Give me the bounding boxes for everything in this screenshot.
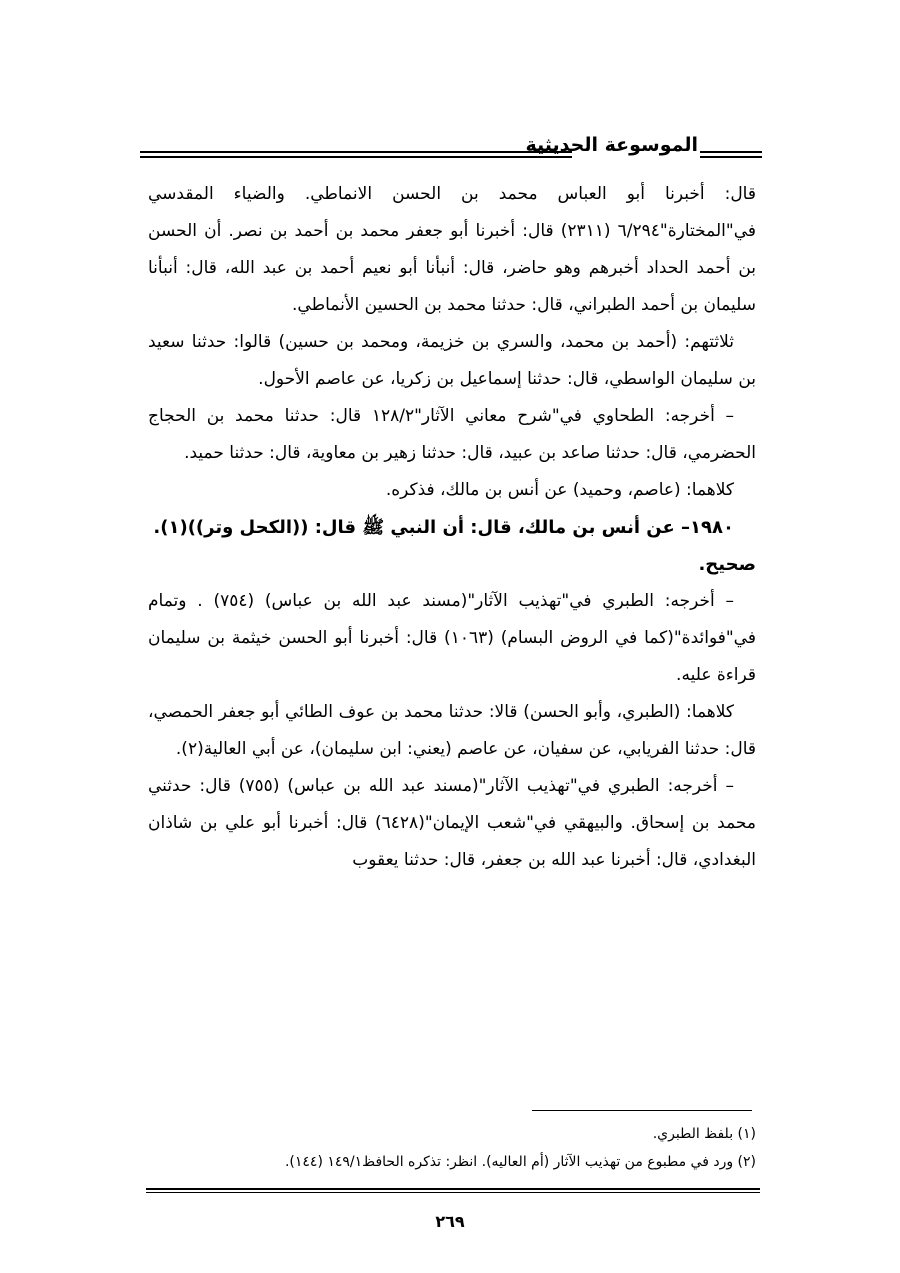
main-text	[148, 176, 756, 879]
footnote-1: (١) بلفظ الطبري.	[652, 1126, 756, 1142]
footnote-2: (٢) ورد في مطبوع من تهذيب الآثار (أم العاليه). انظر: تذكره الحافظ١٤٩/١ (١٤٤).	[284, 1154, 756, 1170]
header-rule-left	[140, 151, 572, 158]
grading: صحيح.	[698, 554, 756, 575]
bottom-rule	[146, 1188, 760, 1193]
paragraph-isnad-1: قال: أخبرنا أبو العباس محمد بن الحسن الانماطي. والضياء المقدسي في"المختارة"٦/٢٩٤ (٢٣١١) قال: أخبرنا أبو جعفر محمد بن أحمد بن نصر. أن الحسن بن أحمد الحداد أخبرهم وهو حاضر، قال: أنبأنا أبو نعيم أحمد بن عبد الله، قال: أنبأنا سليمان بن أحمد الطبراني، قال: حدثنا محمد بن الحسين الأنماطي.	[148, 184, 756, 315]
hadith-1980: ١٩٨٠– عن أنس بن مالك، قال: أن النبي ﷺ قال: ((الكحل وتر))(١).	[153, 517, 734, 538]
footnote-separator	[532, 1110, 752, 1111]
page-header-title: الموسوعة الحديثية	[525, 134, 698, 156]
paragraph-summary-2: كلاهما: (الطبري، وأبو الحسن) قالا: حدثنا محمد بن عوف الطائي أبو جعفر الحمصي، قال: حدثنا الفريابي، عن سفيان، عن عاصم (يعني: ابن سليمان)، عن أبي العالية(٢).	[148, 702, 756, 759]
paragraph-takhrij-tahawi: – أخرجه: الطحاوي في"شرح معاني الآثار"١٢٨/٢ قال: حدثنا محمد بن الحجاج الحضرمي، قال: حدثنا صاعد بن عبيد، قال: حدثنا زهير بن معاوية، قال: حدثنا حميد.	[148, 406, 756, 463]
paragraph-takhrij-tabari-1: – أخرجه: الطبري في"تهذيب الآثار"(مسند عبد الله بن عباس) (٧٥٤) . وتمام في"فوائدة"(كما في الروض البسام) (١٠٦٣) قال: أخبرنا أبو الحسن خيثمة بن سليمان قراءة عليه.	[148, 591, 756, 685]
paragraph-takhrij-tabari-2: – أخرجه: الطبري في"تهذيب الآثار"(مسند عبد الله بن عباس) (٧٥٥) قال: حدثني محمد بن إسحاق. والبيهقي في"شعب الإيمان"(٦٤٢٨) قال: أخبرنا أبو علي بن شاذان البغدادي، قال: أخبرنا عبد الله بن جعفر، قال: حدثنا يعقوب	[148, 776, 756, 870]
paragraph-isnad-2: ثلاثتهم: (أحمد بن محمد، والسري بن خزيمة، ومحمد بن حسين) قالوا: حدثنا سعيد بن سليمان الواسطي، قال: حدثنا إسماعيل بن زكريا، عن عاصم الأحول.	[148, 332, 756, 389]
footnotes	[148, 1120, 756, 1176]
paragraph-summary-1: كلاهما: (عاصم، وحميد) عن أنس بن مالك، فذكره.	[385, 480, 734, 500]
header-rule-right	[700, 151, 762, 158]
running-header	[140, 128, 762, 172]
page-number: ٢٦٩	[435, 1212, 465, 1231]
